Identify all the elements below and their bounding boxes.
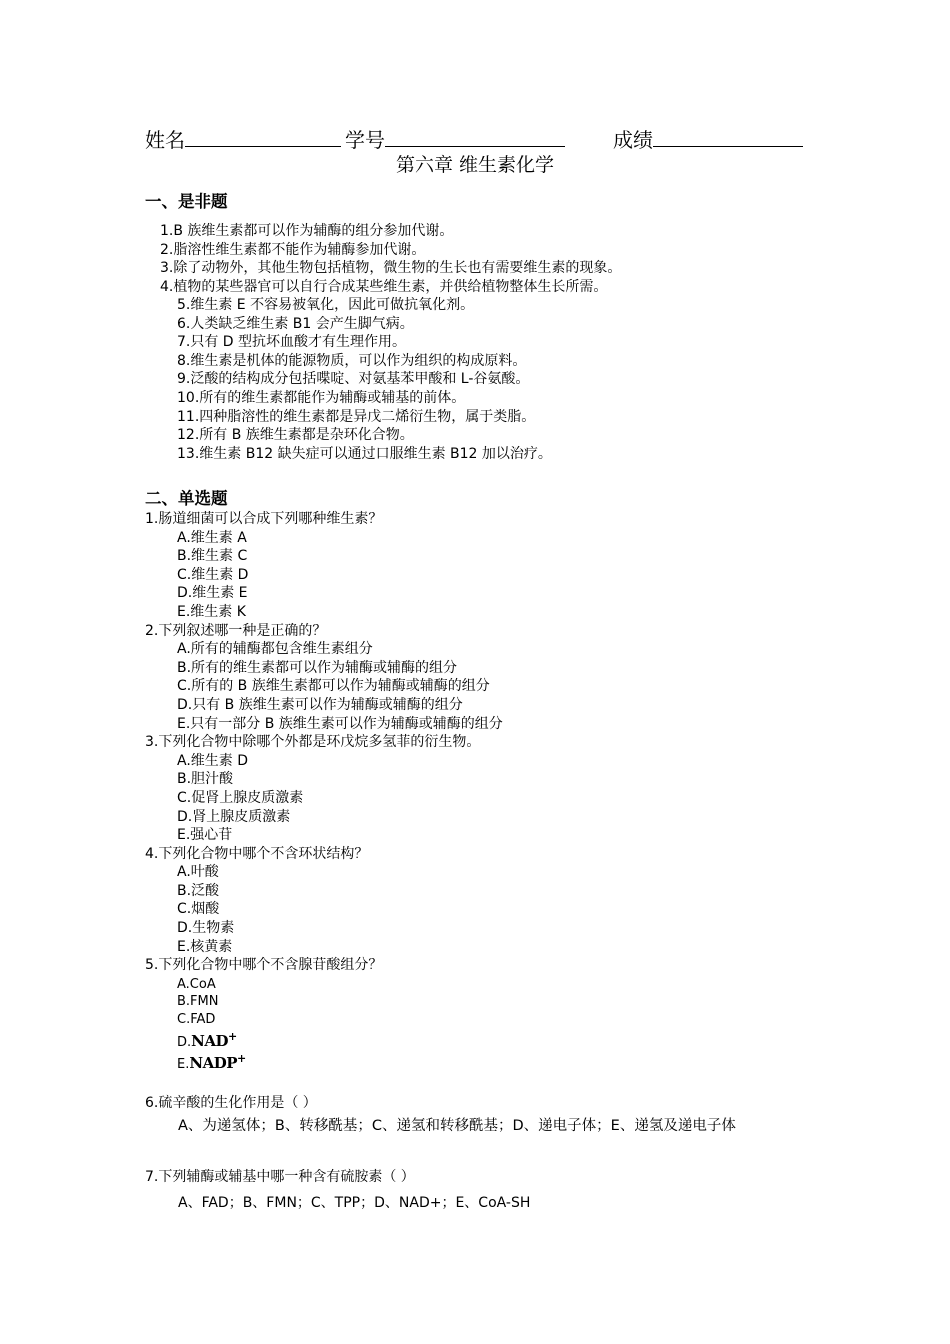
nadp-formula: NADP+ [189,1052,246,1073]
option-e [177,1050,246,1072]
option: D.维生素 E [177,585,248,602]
section1-title: 一、是非题 [145,192,228,211]
tf-item: 12.所有 B 族维生素都是杂环化合物。 [177,427,414,444]
name-blank [185,126,341,147]
option: D.生物素 [177,920,235,937]
option-d [177,1028,246,1050]
option: C.维生素 D [177,566,249,583]
option: A.维生素 A [177,529,247,546]
option: E.只有一部分 B 族维生素可以作为辅酶或辅酶的组分 [177,715,503,732]
question-5-options [177,976,246,1072]
option-prefix: E. [177,1057,190,1073]
section2-title: 二、单选题 [145,489,228,508]
question-7-options: A、FAD；B、FMN；C、TPP；D、NAD+；E、CoA-SH [178,1195,531,1211]
tf-item: 4.植物的某些器官可以自行合成某些维生素，并供给植物整体生长所需。 [160,278,608,295]
question-stem: 5.下列化合物中哪个不含腺苷酸组分？ [145,957,383,974]
tf-item: 5.维生素 E 不容易被氧化，因此可做抗氧化剂。 [177,297,475,313]
question-stem: 4.下列化合物中哪个不含环状结构？ [145,845,369,862]
options-list [145,529,503,622]
id-label: 学号 [345,128,385,152]
option: D.只有 B 族维生素可以作为辅酶或辅酶的组分 [177,696,463,713]
option: C.烟酸 [177,901,220,918]
question-stem: 1.肠道细菌可以合成下列哪种维生素？ [145,511,383,527]
option: B.泛酸 [177,882,220,899]
option: E.维生素 K [177,603,246,620]
tf-item: 13.维生素 B12 缺失症可以通过口服维生素 B12 加以治疗。 [177,445,552,462]
option: A.维生素 D [177,752,249,769]
option: D.肾上腺皮质激素 [177,808,291,825]
tf-item: 10.所有的维生素都能作为辅酶或辅基的前体。 [177,389,466,406]
option: B.胆汁酸 [177,771,234,788]
option: B.维生素 C [177,548,248,565]
question-7-stem: 7.下列辅酶或辅基中哪一种含有硫胺素（ ） [145,1169,415,1185]
option: C.所有的 B 族维生素都可以作为辅酶或辅酶的组分 [177,678,490,695]
option: B.FMN [177,994,219,1010]
option: A.叶酸 [177,864,219,881]
nad-formula: NAD+ [191,1030,237,1051]
question-1 [145,510,503,975]
tf-item: 11.四种脂溶性的维生素都是异戊二烯衍生物，属于类脂。 [177,408,536,425]
chapter-title: 第六章 维生素化学 [395,154,555,176]
tf-item: 7.只有 D 型抗坏血酸才有生理作用。 [177,334,407,351]
tf-item: 9.泛酸的结构成分包括喋啶、对氨基苯甲酸和 L-谷氨酸。 [177,371,530,388]
score-blank [653,126,803,147]
options-list [145,863,503,956]
tf-item: 1.B 族维生素都可以作为辅酶的组分参加代谢。 [160,223,454,239]
tf-item: 3.除了动物外，其他生物包括植物，微生物的生长也有需要维生素的现象。 [160,260,622,277]
tf-item: 2.脂溶性维生素都不能作为辅酶参加代谢。 [160,241,426,258]
question-6-options: A、为递氢体；B、转移酰基；C、递氢和转移酰基；D、递电子体；E、递氢及递电子体 [178,1118,736,1134]
option: C.FAD [177,1011,216,1027]
tf-item: 8.维生素是机体的能源物质，可以作为组织的构成原料。 [177,352,527,369]
student-info-header [145,124,805,152]
option: E.核黄素 [177,938,233,955]
option: A.CoA [177,977,216,992]
score-field [613,124,803,153]
id-field [345,124,565,153]
question-stem: 2.下列叙述哪一种是正确的？ [145,622,327,639]
question-6-stem: 6.硫辛酸的生化作用是（ ） [145,1095,317,1111]
options-list [145,752,503,845]
tf-list-part1 [160,222,621,296]
name-label: 姓名 [145,128,185,152]
id-blank [385,126,565,147]
option: E.强心苷 [177,827,233,844]
option: B.所有的维生素都可以作为辅酶或辅酶的组分 [177,659,458,676]
option: C.促肾上腺皮质激素 [177,789,304,806]
name-field [145,124,341,153]
score-label: 成绩 [613,128,653,152]
option-prefix: D. [177,1035,192,1051]
tf-list-part2 [177,296,552,463]
options-list [145,640,503,733]
tf-item: 6.人类缺乏维生素 B1 会产生脚气病。 [177,315,414,332]
question-stem: 3.下列化合物中除哪个外都是环戊烷多氢菲的衍生物。 [145,734,481,751]
option: A.所有的辅酶都包含维生素组分 [177,641,373,658]
